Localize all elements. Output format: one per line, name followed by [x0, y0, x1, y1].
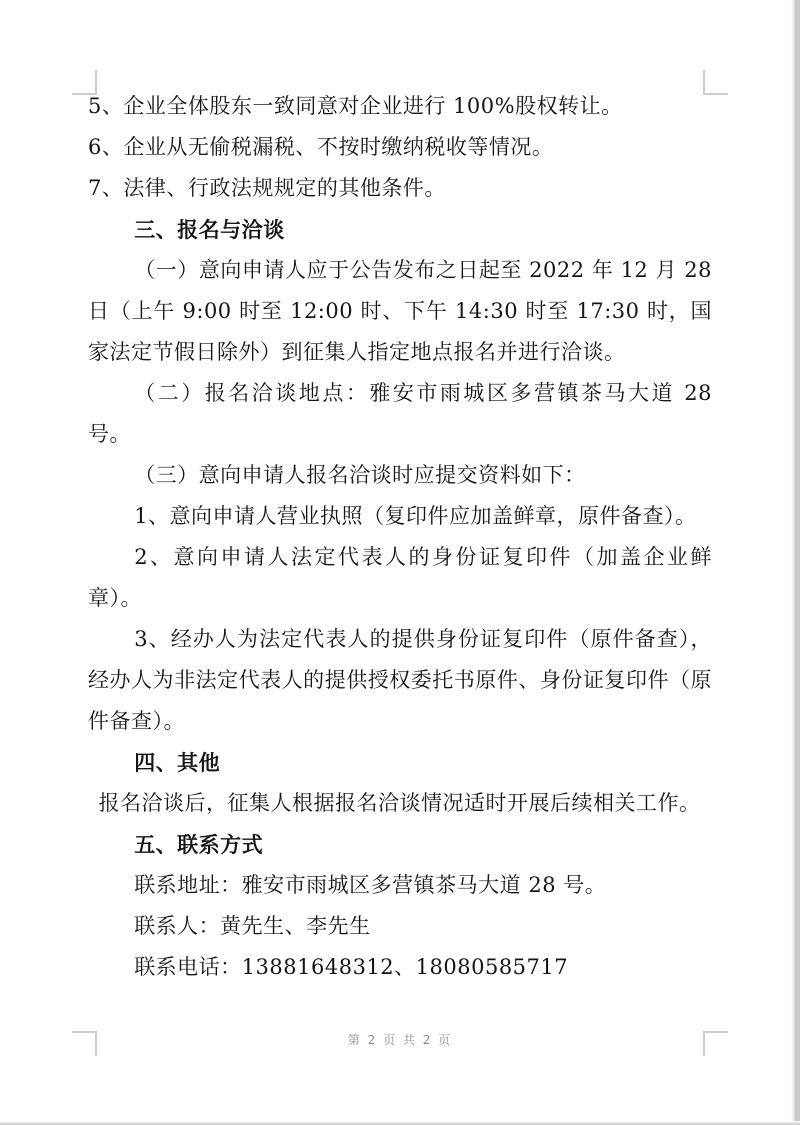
- section-heading-5: 五、联系方式: [134, 832, 264, 857]
- para-section3-item2: （二）报名洽谈地点：雅安市雨城区多营镇茶马大道 28 号。: [88, 381, 712, 446]
- contact-address: 联系地址：雅安市雨城区多营镇茶马大道 28 号。: [134, 873, 607, 897]
- list-item-6: 6、企业从无偷税漏税、不按时缴纳税收等情况。: [88, 135, 554, 159]
- section-heading-3: 三、报名与洽谈: [134, 217, 285, 242]
- list-item-7: 7、法律、行政法规规定的其他条件。: [88, 176, 446, 200]
- contact-phone: 联系电话：13881648312、18080585717: [134, 955, 569, 979]
- contact-person: 联系人：黄先生、李先生: [134, 914, 371, 938]
- para-section3-item1: （一）意向申请人应于公告发布之日起至 2022 年 12 月 28 日（上午 9:00 时至 12:00 时、下午 14:30 时至 17:30 时，国家法定节假日除外）到征集人指定地点报名并进行洽谈。: [88, 258, 712, 364]
- para-section4-body: 报名洽谈后，征集人根据报名洽谈情况适时开展后续相关工作。: [98, 791, 701, 815]
- sub-item-1: 1、意向申请人营业执照（复印件应加盖鲜章，原件备查）。: [134, 504, 697, 528]
- page-edge-bottom: [0, 1121, 800, 1125]
- list-item-5: 5、企业全体股东一致同意对企业进行 100%股权转让。: [88, 94, 623, 118]
- sub-item-3: 3、经办人为法定代表人的提供身份证复印件（原件备查），经办人为非法定代表人的提供授权委托书原件、身份证复印件（原件备查）。: [88, 627, 712, 733]
- page-footer: 第 2 页 共 2 页: [347, 1033, 453, 1047]
- page-edge-right: [791, 0, 800, 1125]
- document-text-body: [88, 86, 712, 988]
- section-heading-4: 四、其他: [134, 750, 221, 775]
- sub-item-2: 2、意向申请人法定代表人的身份证复印件（加盖企业鲜章）。: [88, 545, 712, 610]
- para-section3-item3: （三）意向申请人报名洽谈时应提交资料如下：: [134, 463, 586, 487]
